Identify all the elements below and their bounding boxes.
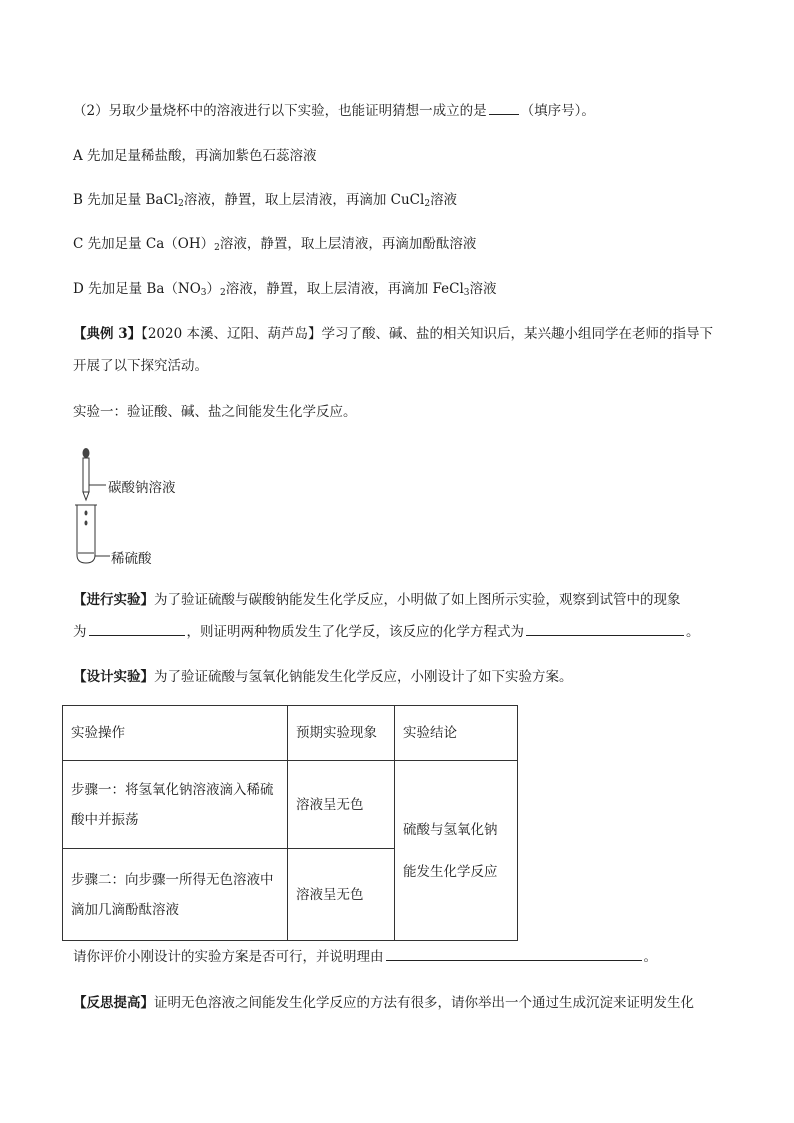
table-header: 预期实验现象 [288,706,395,761]
example-source: 【2020 本溪、辽阳、葫芦岛】 [141,326,322,342]
option-c [73,234,476,258]
table-cell-conclusion [395,761,518,941]
example-3 [73,324,713,344]
design-line [73,667,573,687]
answer-blank [489,113,519,115]
conduct-text: 为 [73,624,87,640]
design-text: 为了验证硫酸与氢氧化钠能发生化学反应，小刚设计了如下实验方案。 [154,669,573,685]
option-d-text: D 先加足量 Ba（NO [73,281,201,297]
table-row [63,761,518,849]
example-3-line-2: 开展了以下探究活动。 [73,358,208,374]
reflect-line [73,993,694,1013]
option-b-text: B 先加足量 BaCl [73,192,179,208]
table-cell-text: 硫酸与氢氧化钠 [403,821,498,838]
question-2 [73,101,595,121]
option-b-text: 溶液，静置，取上层清液，再滴加 CuCl [183,192,425,208]
experiment-1-title: 实验一：验证酸、碱、盐之间能发生化学反应。 [73,404,357,420]
table-cell: 溶液呈无色 [288,761,395,849]
table-header: 实验操作 [63,706,288,761]
table-cell-text: 酸中并振荡 [71,811,139,828]
subscript: 2 [424,199,431,209]
table-cell-text: 能发生化学反应 [403,863,498,880]
table-cell-text: 步骤一：将氢氧化钠溶液滴入稀硫 [71,781,274,798]
tube-label: 稀硫酸 [111,551,152,567]
subscript: 3 [463,288,470,298]
experiment-table [62,705,518,941]
option-c-text: 溶液，静置，取上层清液，再滴加酚酞溶液 [219,236,477,252]
conduct-line-2 [73,622,700,642]
subscript: 2 [220,288,226,298]
option-c-text: C 先加足量 Ca（OH） [73,236,215,252]
subscript: 2 [214,243,220,253]
reflect-text: 证明无色溶液之间能发生化学反应的方法有很多，请你举出一个通过生成沉淀来证明发生化 [154,995,694,1011]
table-cell: 溶液呈无色 [288,849,395,941]
conduct-tag: 【进行实验】 [73,592,154,608]
answer-blank [526,634,684,636]
answer-blank [386,959,642,961]
option-d-text: ） [206,281,220,297]
evaluate-line [73,947,657,967]
conduct-text: ，则证明两种物质发生了化学反，该反应的化学方程式为 [186,624,524,640]
table-header-row [63,706,518,761]
design-tag: 【设计实验】 [73,669,154,685]
table-cell [63,761,288,849]
table-header: 实验结论 [395,706,518,761]
table-cell-text: 步骤二：向步骤一所得无色溶液中 [71,871,274,888]
table-cell-text: 滴加几滴酚酞溶液 [71,901,179,918]
table-cell [63,849,288,941]
conduct-text: 。 [686,624,700,640]
option-b [73,190,457,214]
question-2-suffix: （填序号）。 [520,103,595,119]
dropper-label: 碳酸钠溶液 [108,480,176,496]
option-d-text: 溶液，静置，取上层清液，再滴加 FeCl [225,281,464,297]
evaluate-text: 请你评价小刚设计的实验方案是否可行，并说明理由 [73,949,384,965]
reflect-tag: 【反思提高】 [73,995,154,1011]
apparatus-figure [62,445,222,575]
option-a: A 先加足量稀盐酸，再滴加紫色石蕊溶液 [73,148,317,164]
evaluate-text: 。 [643,949,657,965]
answer-blank [89,634,185,636]
example-tag: 【典例 3】 [73,326,142,342]
subscript: 3 [200,288,207,298]
conduct-line-1 [73,590,681,610]
example-text: 学习了酸、碱、盐的相关知识后，某兴趣小组同学在老师的指导下 [321,326,713,342]
subscript: 2 [178,199,184,209]
conduct-text: 为了验证硫酸与碳酸钠能发生化学反应，小明做了如上图所示实验，观察到试管中的现象 [154,592,681,608]
option-d [73,279,497,303]
option-b-text: 溶液 [430,192,458,208]
question-2-text: （2）另取少量烧杯中的溶液进行以下实验，也能证明猜想一成立的是 [73,103,487,119]
option-d-text: 溶液 [469,281,497,297]
